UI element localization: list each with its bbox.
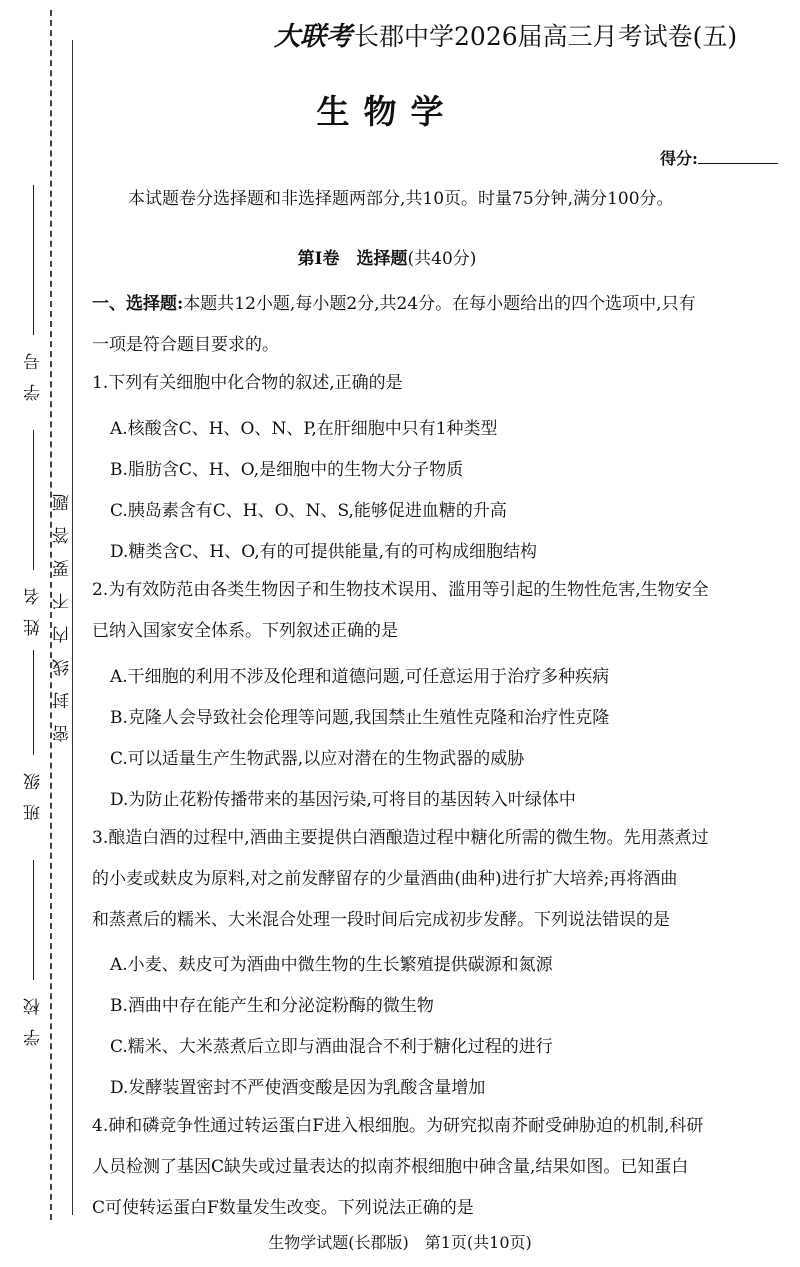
brand-logo: 大联考 (274, 22, 353, 52)
question-3 (92, 818, 792, 941)
question-stem-line: 已纳入国家安全体系。下列叙述正确的是 (92, 621, 398, 641)
student-id-blank[interactable] (33, 185, 34, 335)
question-4 (92, 1106, 792, 1229)
q1-option-b: B.脂肪含C、H、O,是细胞中的生物大分子物质 (110, 460, 464, 480)
exam-title (274, 16, 737, 53)
seal-notice: 密封线内不要答题 (53, 478, 73, 742)
question-stem-line: C可使转运蛋白F数量发生改变。下列说法正确的是 (92, 1198, 474, 1218)
q3-option-a: A.小麦、麸皮可为酒曲中微生物的生长繁殖提供碳源和氮源 (110, 955, 553, 975)
school-label: 学校 (23, 984, 44, 1046)
score-box (660, 146, 778, 169)
score-blank[interactable] (698, 149, 778, 164)
student-id-label: 学号 (23, 339, 44, 401)
q2-option-d: D.为防止花粉传播带来的基因污染,可将目的基因转入叶绿体中 (110, 790, 576, 810)
score-label: 得分: (660, 149, 698, 168)
section-heading (92, 244, 682, 269)
field-school[interactable] (22, 860, 44, 1050)
q2-option-b: B.克隆人会导致社会伦理等问题,我国禁止生殖性克隆和治疗性克隆 (110, 708, 610, 728)
question-stem-line: 人员检测了基因C缺失或过量表达的拟南芥根细胞中砷含量,结果如图。已知蛋白 (92, 1157, 689, 1177)
name-label: 姓名 (23, 574, 44, 636)
subject-title: 生物学 (316, 92, 458, 131)
question-stem-line: 2.为有效防范由各类生物因子和生物技术误用、滥用等引起的生物性危害,生物安全 (92, 580, 709, 600)
binding-margin (0, 0, 90, 1267)
question-stem-line: 的小麦或麸皮为原料,对之前发酵留存的少量酒曲(曲种)进行扩大培养;再将酒曲 (92, 869, 678, 889)
question-1 (92, 363, 792, 404)
part-text-line2: 一项是符合题目要求的。 (92, 335, 279, 355)
question-stem-line: 4.砷和磷竞争性通过转运蛋白F进入根细胞。为研究拟南芥耐受砷胁迫的机制,科研 (92, 1116, 704, 1136)
exam-title-text: 长郡中学2026届高三月考试卷(五) (354, 22, 738, 51)
school-blank[interactable] (33, 860, 34, 980)
name-blank[interactable] (33, 430, 34, 570)
part-text-line1: 本题共12小题,每小题2分,共24分。在每小题给出的四个选项中,只有 (183, 294, 696, 314)
exam-intro: 本试题卷分选择题和非选择题两部分,共10页。时量75分钟,满分100分。 (128, 189, 674, 209)
q1-option-c: C.胰岛素含有C、H、O、N、S,能够促进血糖的升高 (110, 501, 507, 521)
q3-option-d: D.发酵装置密封不严使酒变酸是因为乳酸含量增加 (110, 1078, 486, 1098)
class-blank[interactable] (33, 650, 34, 755)
question-2 (92, 570, 792, 652)
q1-option-a: A.核酸含C、H、O、N、P,在肝细胞中只有1种类型 (110, 419, 498, 439)
class-label: 班级 (23, 759, 44, 821)
part-label: 一、选择题: (92, 294, 184, 314)
page-footer: 生物学试题(长郡版) 第1页(共10页) (268, 1233, 532, 1252)
q2-option-a: A.干细胞的利用不涉及伦理和道德问题,可任意运用于治疗多种疾病 (110, 667, 610, 687)
q2-option-c: C.可以适量生产生物武器,以应对潜在的生物武器的威胁 (110, 749, 525, 769)
question-stem-line: 1.下列有关细胞中化合物的叙述,正确的是 (92, 373, 403, 393)
question-stem-line: 和蒸煮后的糯米、大米混合处理一段时间后完成初步发酵。下列说法错误的是 (92, 910, 670, 930)
q3-option-b: B.酒曲中存在能产生和分泌淀粉酶的微生物 (110, 996, 434, 1016)
field-name[interactable] (22, 430, 44, 640)
section-points: (共40分) (407, 249, 477, 269)
question-stem-line: 3.酿造白酒的过程中,酒曲主要提供白酒酿造过程中糖化所需的微生物。先用蒸煮过 (92, 828, 709, 848)
section-title: 第Ⅰ卷 选择题 (297, 249, 408, 269)
q3-option-c: C.糯米、大米蒸煮后立即与酒曲混合不利于糖化过程的进行 (110, 1037, 553, 1057)
field-class[interactable] (22, 650, 44, 825)
field-student-id[interactable] (22, 185, 44, 405)
part-instructions (92, 284, 792, 366)
q1-option-d: D.糖类含C、H、O,有的可提供能量,有的可构成细胞结构 (110, 542, 538, 562)
